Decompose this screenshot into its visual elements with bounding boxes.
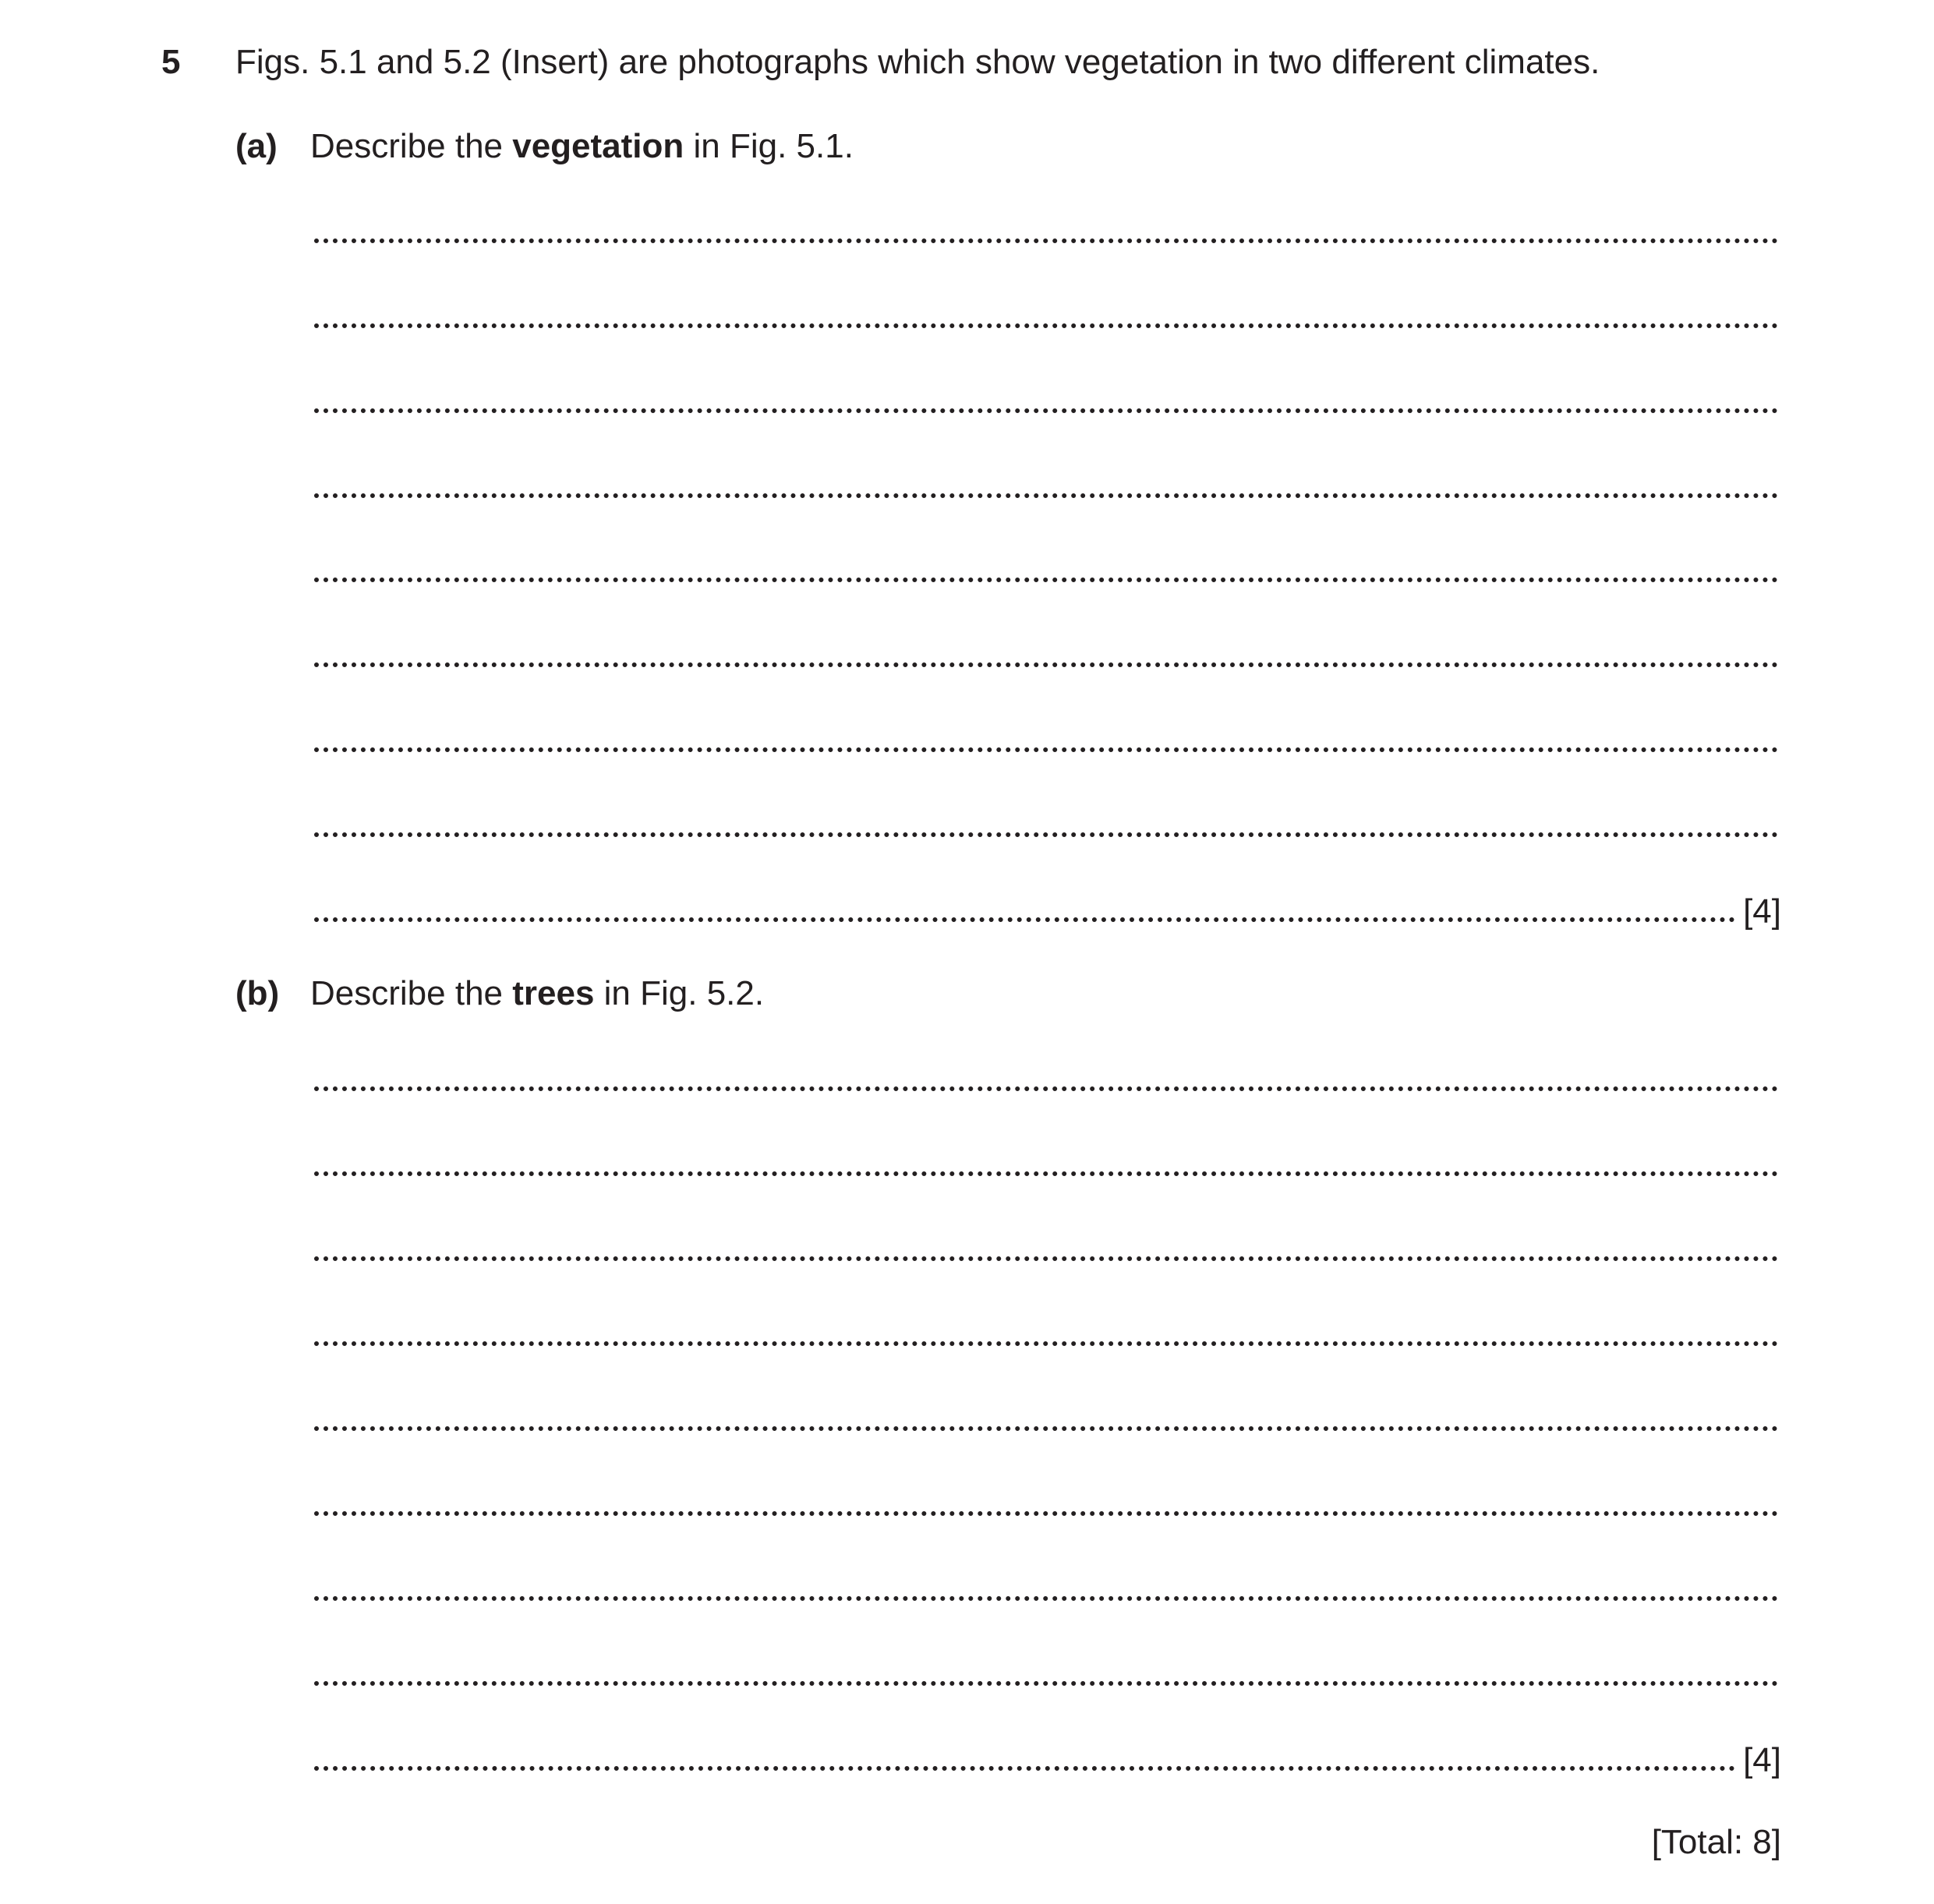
part-a-answer-line[interactable] [314,578,1778,582]
part-a-prompt [310,123,854,170]
part-b-marks: [4] [1743,1741,1781,1779]
part-b-answer-line[interactable] [314,1086,1778,1091]
part-a-answer-line[interactable] [314,747,1778,752]
part-b-answer-line[interactable] [314,1766,1735,1771]
part-a-prompt-after: in Fig. 5.1. [684,127,854,165]
part-b-answer-line[interactable] [314,1596,1778,1601]
question-stem: Figs. 5.1 and 5.2 (Insert) are photographs which show vegetation in two different climates. [235,43,1600,81]
part-a-answer-line[interactable] [314,408,1778,413]
part-b-prompt [310,970,764,1017]
part-b-prompt-before: Describe the [310,974,513,1012]
part-a-label: (a) [235,127,278,165]
part-a-answer-line[interactable] [314,832,1778,837]
part-a-marks: [4] [1743,892,1781,931]
question-number: 5 [161,43,181,81]
part-a-prompt-keyword: vegetation [512,127,684,165]
part-b-answer-line[interactable] [314,1681,1778,1686]
part-a-answer-line[interactable] [314,238,1778,243]
part-b-answer-line[interactable] [314,1511,1778,1516]
part-b-label: (b) [235,974,280,1012]
total-marks: [Total: 8] [1651,1823,1781,1861]
part-b-answer-line[interactable] [314,1341,1778,1346]
part-b-answer-line[interactable] [314,1256,1778,1261]
part-a-answer-line[interactable] [314,917,1735,922]
part-b-answer-line[interactable] [314,1171,1778,1176]
part-b-prompt-keyword: trees [512,974,595,1012]
part-b-answer-line[interactable] [314,1426,1778,1431]
part-b-prompt-after: in Fig. 5.2. [594,974,765,1012]
part-a-answer-line[interactable] [314,323,1778,328]
part-a-prompt-before: Describe the [310,127,513,165]
part-a-answer-line[interactable] [314,493,1778,498]
part-a-answer-line[interactable] [314,662,1778,667]
